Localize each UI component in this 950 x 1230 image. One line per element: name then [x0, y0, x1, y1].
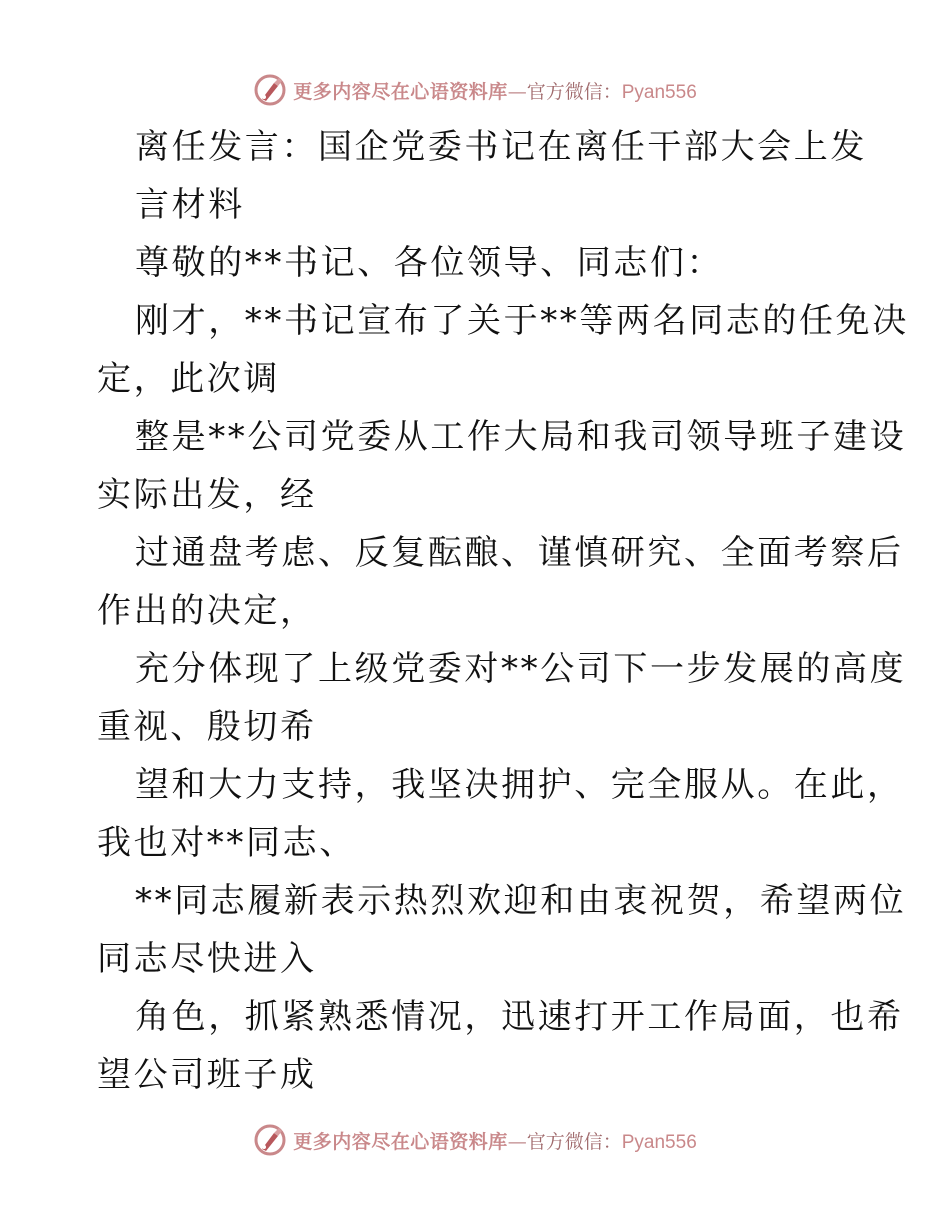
pen-nib-logo-icon — [253, 1123, 287, 1157]
watermark-separator: — — [507, 1130, 527, 1153]
paragraph-line: 充分体现了上级党委对**公司下一步发展的高度 — [135, 649, 907, 689]
document-title-line-2: 言材料 — [135, 185, 245, 225]
paragraph-line: 整是**公司党委从工作大局和我司领导班子建设 — [135, 417, 907, 457]
paragraph-line: 角色，抓紧熟悉情况，迅速打开工作局面，也希 — [135, 997, 904, 1037]
watermark-wechat-id: Pyan556 — [621, 81, 697, 103]
header-watermark-banner — [0, 70, 950, 110]
paragraph-line: 重视、殷切希 — [97, 707, 317, 747]
watermark-site-text: 更多内容尽在心语资料库 — [293, 80, 508, 103]
paragraph-line: 实际出发，经 — [97, 475, 317, 515]
document-title-line-1: 离任发言：国企党委书记在离任干部大会上发 — [135, 127, 867, 167]
paragraph-line: 过通盘考虑、反复酝酿、谨慎研究、全面考察后 — [135, 533, 904, 573]
paragraph-line: 望公司班子成 — [97, 1055, 317, 1095]
watermark-site-text: 更多内容尽在心语资料库 — [293, 1130, 508, 1153]
paragraph-line: 定，此次调 — [97, 359, 280, 399]
watermark-wechat-label: 官方微信： — [526, 1130, 622, 1153]
footer-watermark-banner — [0, 1120, 950, 1160]
paragraph-line: 同志尽快进入 — [97, 939, 317, 979]
paragraph-line: 我也对**同志、 — [97, 823, 356, 863]
watermark-wechat-label: 官方微信： — [526, 80, 622, 103]
paragraph-line: 刚才，**书记宣布了关于**等两名同志的任免决 — [135, 301, 909, 341]
watermark-wechat-id: Pyan556 — [621, 1131, 697, 1153]
paragraph-line: **同志履新表示热烈欢迎和由衷祝贺，希望两位 — [135, 881, 907, 921]
paragraph-line: 作出的决定， — [97, 591, 317, 631]
document-body — [97, 118, 909, 1104]
salutation-line: 尊敬的**书记、各位领导、同志们： — [135, 243, 724, 283]
pen-nib-logo-icon — [253, 73, 287, 107]
watermark-separator: — — [507, 80, 527, 103]
paragraph-line: 望和大力支持，我坚决拥护、完全服从。在此， — [135, 765, 904, 805]
